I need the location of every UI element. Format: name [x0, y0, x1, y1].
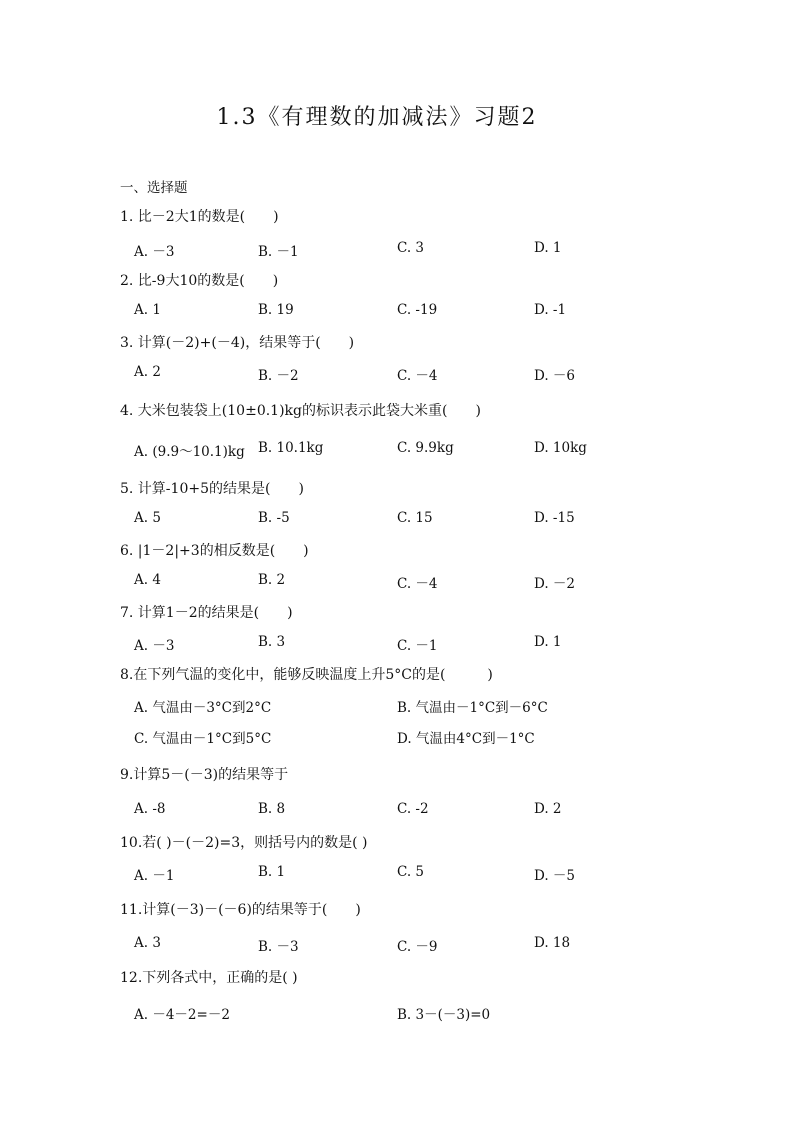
question-7-option-a[interactable]: A. －3 — [134, 638, 175, 654]
question-11-option-a[interactable]: A. 3 — [134, 935, 161, 951]
question-5-option-d[interactable]: D. -15 — [534, 510, 575, 526]
question-3-option-c[interactable]: C. －4 — [397, 368, 438, 384]
question-8-option-d[interactable]: D. 气温由4°C到－1°C — [397, 731, 535, 747]
question-6-option-c[interactable]: C. －4 — [397, 576, 438, 592]
question-2-option-b[interactable]: B. 19 — [258, 302, 294, 318]
question-4-option-a[interactable]: A. (9.9～10.1)kg — [134, 444, 245, 460]
question-9-option-c[interactable]: C. -2 — [397, 801, 429, 817]
question-12-option-a[interactable]: A. －4－2=－2 — [134, 1007, 230, 1023]
question-6-option-b[interactable]: B. 2 — [258, 572, 286, 588]
question-6-option-a[interactable]: A. 4 — [134, 572, 161, 588]
question-11-option-c[interactable]: C. －9 — [397, 939, 438, 955]
question-8-stem: 8.在下列气温的变化中，能够反映温度上升5°C的是( ) — [120, 667, 493, 683]
question-11-option-d[interactable]: D. 18 — [534, 935, 571, 951]
question-8-option-b[interactable]: B. 气温由－1°C到－6°C — [397, 700, 548, 716]
question-2-option-d[interactable]: D. -1 — [534, 302, 567, 318]
question-6-stem: 6. |1－2|+3的相反数是( ) — [120, 543, 309, 559]
question-3-option-d[interactable]: D. －6 — [534, 368, 576, 384]
question-6-option-d[interactable]: D. －2 — [534, 576, 576, 592]
question-1-option-c[interactable]: C. 3 — [397, 240, 425, 256]
question-1-option-b[interactable]: B. －1 — [258, 244, 299, 260]
question-5-option-b[interactable]: B. -5 — [258, 510, 290, 526]
question-1-stem: 1. 比－2大1的数是( ) — [120, 209, 279, 225]
question-2-option-a[interactable]: A. 1 — [134, 302, 161, 318]
question-8-option-c[interactable]: C. 气温由－1°C到5°C — [134, 731, 272, 747]
question-3-option-b[interactable]: B. －2 — [258, 368, 299, 384]
page-title: 1.3《有理数的加减法》习题2 — [216, 105, 538, 130]
question-5-stem: 5. 计算-10+5的结果是( ) — [120, 481, 304, 497]
question-11-option-b[interactable]: B. －3 — [258, 939, 299, 955]
question-4-stem: 4. 大米包装袋上(10±0.1)kg的标识表示此袋大米重( ) — [120, 403, 481, 419]
question-9-option-d[interactable]: D. 2 — [534, 801, 562, 817]
question-7-option-b[interactable]: B. 3 — [258, 634, 286, 650]
question-5-option-a[interactable]: A. 5 — [134, 510, 161, 526]
question-10-option-b[interactable]: B. 1 — [258, 864, 286, 880]
question-9-stem: 9.计算5－(－3)的结果等于 — [120, 767, 289, 783]
question-2-stem: 2. 比-9大10的数是( ) — [120, 273, 279, 289]
question-10-option-c[interactable]: C. 5 — [397, 864, 425, 880]
question-12-stem: 12.下列各式中，正确的是( ) — [120, 970, 298, 986]
question-3-stem: 3. 计算(－2)+(－4)，结果等于( ) — [120, 335, 355, 351]
question-10-stem: 10.若( )－(－2)=3，则括号内的数是( ) — [120, 835, 368, 851]
question-9-option-b[interactable]: B. 8 — [258, 801, 286, 817]
question-12-option-b[interactable]: B. 3－(－3)=0 — [397, 1007, 491, 1023]
section-heading: 一、选择题 — [120, 180, 188, 196]
question-11-stem: 11.计算(－3)－(－6)的结果等于( ) — [120, 902, 361, 918]
question-4-option-d[interactable]: D. 10kg — [534, 440, 587, 456]
question-7-stem: 7. 计算1－2的结果是( ) — [120, 605, 293, 621]
question-3-option-a[interactable]: A. 2 — [134, 364, 161, 380]
question-1-option-a[interactable]: A. －3 — [134, 244, 175, 260]
question-7-option-d[interactable]: D. 1 — [534, 634, 562, 650]
question-10-option-a[interactable]: A. －1 — [134, 868, 175, 884]
question-8-option-a[interactable]: A. 气温由－3°C到2°C — [134, 700, 272, 716]
question-1-option-d[interactable]: D. 1 — [534, 240, 562, 256]
question-9-option-a[interactable]: A. -8 — [134, 801, 166, 817]
question-7-option-c[interactable]: C. －1 — [397, 638, 438, 654]
question-4-option-c[interactable]: C. 9.9kg — [397, 440, 454, 456]
question-5-option-c[interactable]: C. 15 — [397, 510, 433, 526]
question-2-option-c[interactable]: C. -19 — [397, 302, 438, 318]
question-10-option-d[interactable]: D. －5 — [534, 868, 576, 884]
question-4-option-b[interactable]: B. 10.1kg — [258, 440, 324, 456]
